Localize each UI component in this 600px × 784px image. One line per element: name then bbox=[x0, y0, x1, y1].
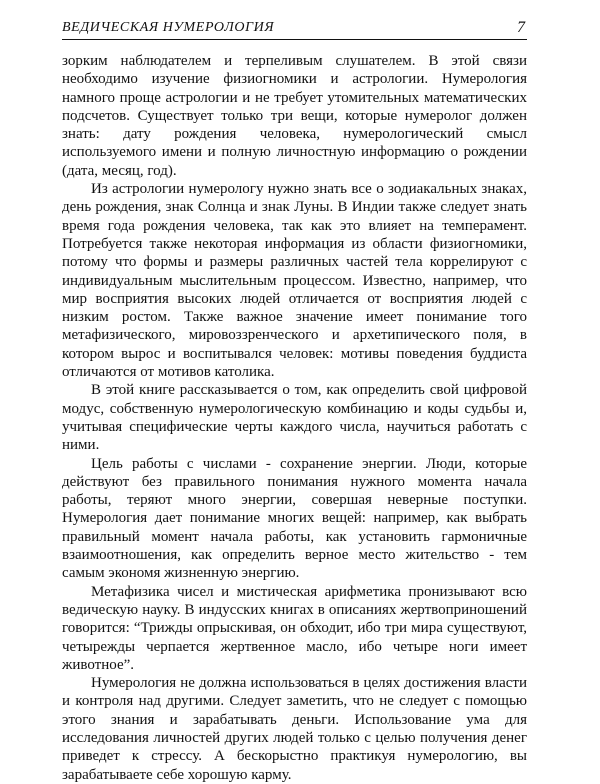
book-page bbox=[62, 20, 527, 784]
paragraph-5: Метафизика чисел и мистическая арифметика пронизывают всю ведическую науку. В индусских книгах в описаниях жертвоприношений говорится: “Трижды опрыскивая, он обходит, ибо три мира существуют, четырежды черпается жертвенное масло, ибо четыре ноги имеет животное”. bbox=[62, 583, 527, 673]
paragraph-4: Цель работы с числами - сохранение энергии. Люди, которые действуют без правильного понимания нужного момента начала работы, теряют много энергии, совершая неверные поступки. Нумерология дает понимание многих вещей: например, как выбрать правильный момент начала работы, как установить гармоничные взаимоотношения, как определить верное место жительство - тем самым экономя жизненную энергию. bbox=[62, 455, 527, 582]
body-text bbox=[62, 52, 527, 784]
paragraph-6: Нумерология не должна использоваться в целях достижения власти и контроля над другими. Следует заметить, что не следует с помощью этого знания и зарабатывать деньги. Использование ума для исследования личностей других людей только с целью получения денег приведет к стрессу. А бескорыстно практикуя нумерологию, вы зарабатываете себе хорошую карму. bbox=[62, 675, 527, 783]
paragraph-2: Из астрологии нумерологу нужно знать все о зодиакальных знаках, день рождения, знак Солнца и знак Луны. В Индии также следует знать время года рождения человека, так как это влияет на темперамент. Потребуется также некоторая информация из области физиогномики, потому что формы и размеры различных частей тела коррелируют с индивидуальным мыслительным процессом. Известно, например, что мир восприятия высоких людей отличается от восприятия людей с низким ростом. Также важное значение имеет понимание того метафизического, мировоззренческого и архетипического поля, в котором вырос и воспитывался человек: мотивы поведения буддиста отличаются от мотивов католика. bbox=[62, 181, 527, 381]
paragraph-1: зорким наблюдателем и терпеливым слушателем. В этой связи необходимо изучение физиогномики и астрологии. Нумерология намного проще астрологии и не требует утомительных математических подсчетов. Существует только три вещи, которые нумеролог должен знать: дату рождения человека, нумерологический смысл используемого имени и полную личностную информацию о рождении (дата, месяц, год). bbox=[62, 53, 527, 179]
running-header-title: ВЕДИЧЕСКАЯ НУМЕРОЛОГИЯ bbox=[62, 20, 275, 35]
paragraph-3: В этой книге рассказывается о том, как определить свой цифровой модус, собственную нумерологическую комбинацию и коды судьбы и, учитывая специфические черты каждого числа, научиться работать с ними. bbox=[62, 382, 527, 454]
page-number: 7 bbox=[517, 19, 525, 36]
running-header bbox=[62, 20, 527, 40]
